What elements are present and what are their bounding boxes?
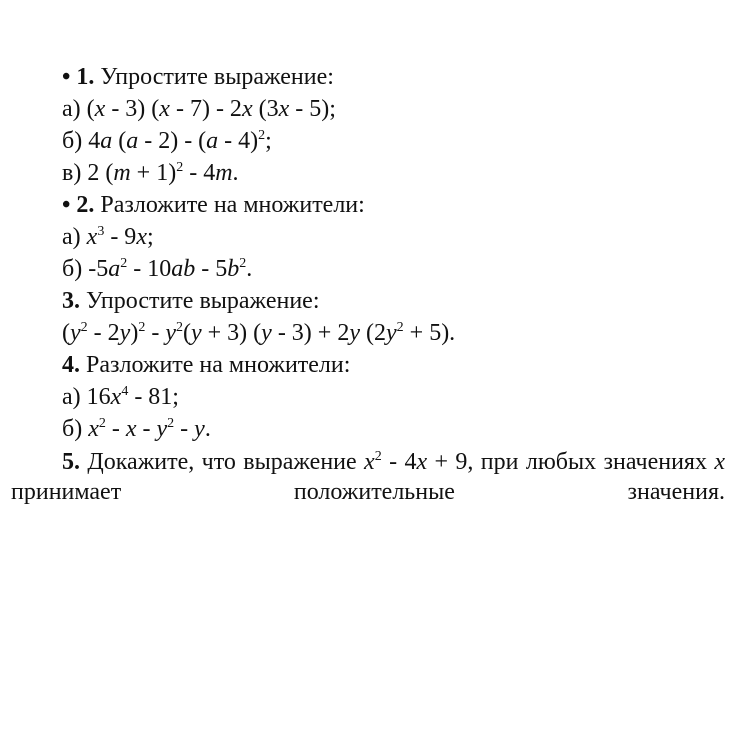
item-label: а) [62,384,81,410]
task-bullet: • [62,192,71,218]
task-title: Упростите выражение: [86,288,320,314]
task-number: 4. [62,352,80,378]
task-3-heading [62,286,319,316]
task-title: Упростите выражение: [100,64,334,90]
task-number: 3. [62,288,80,314]
item-label: а) [62,224,81,250]
task-1-item-a [62,94,336,124]
task-title: Разложите на множители: [86,352,351,378]
task-title: Разложите на множители: [100,192,365,218]
item-label: в) [62,160,82,186]
item-label: а) [62,96,81,122]
task-2-item-b [62,254,252,284]
task-2-heading [62,190,365,220]
task-1-item-c [62,158,239,188]
item-expression: $16x^4 - 81$; [86,384,179,410]
task-1-heading [62,62,334,92]
item-expression: $(y^2 - 2y)^2 - y^2(y + 3)$ (y - 3) + 2y $(2y^2 + 5)$. [62,320,456,346]
item-expression: $x^3 - 9x$; [86,224,154,250]
item-expression: 2 $(m + 1)^2 - 4m$. [87,160,239,186]
item-label: б) [62,416,83,442]
item-expression: $-5a^2 - 10ab - 5b^2$. [88,256,253,282]
task-3-expression [62,318,455,348]
task-4-heading [62,350,350,380]
item-expression: 4a (a - 2) - (a - 4)$^2$; [88,128,272,154]
item-expression: (x - 3) (x - 7) - 2x (3x - 5); [86,96,336,122]
task-number: 1. [76,64,95,90]
task-1-item-b [62,126,272,156]
task-4-item-b [62,414,211,444]
task-5-text: Докажите, что выражение $x^2 - 4x + 9$, при любых значениях x принимает положительные значения. [11,449,726,505]
task-number: 5. [62,449,80,475]
task-2-item-a [62,222,154,252]
item-label: б) [62,128,83,154]
item-expression: $x^2$ - x - $y^2$ - y. [88,416,211,442]
task-4-item-a [62,382,179,412]
item-label: б) [62,256,83,282]
task-5-paragraph [11,447,725,507]
task-number: 2. [76,192,95,218]
task-bullet: • [62,64,71,90]
